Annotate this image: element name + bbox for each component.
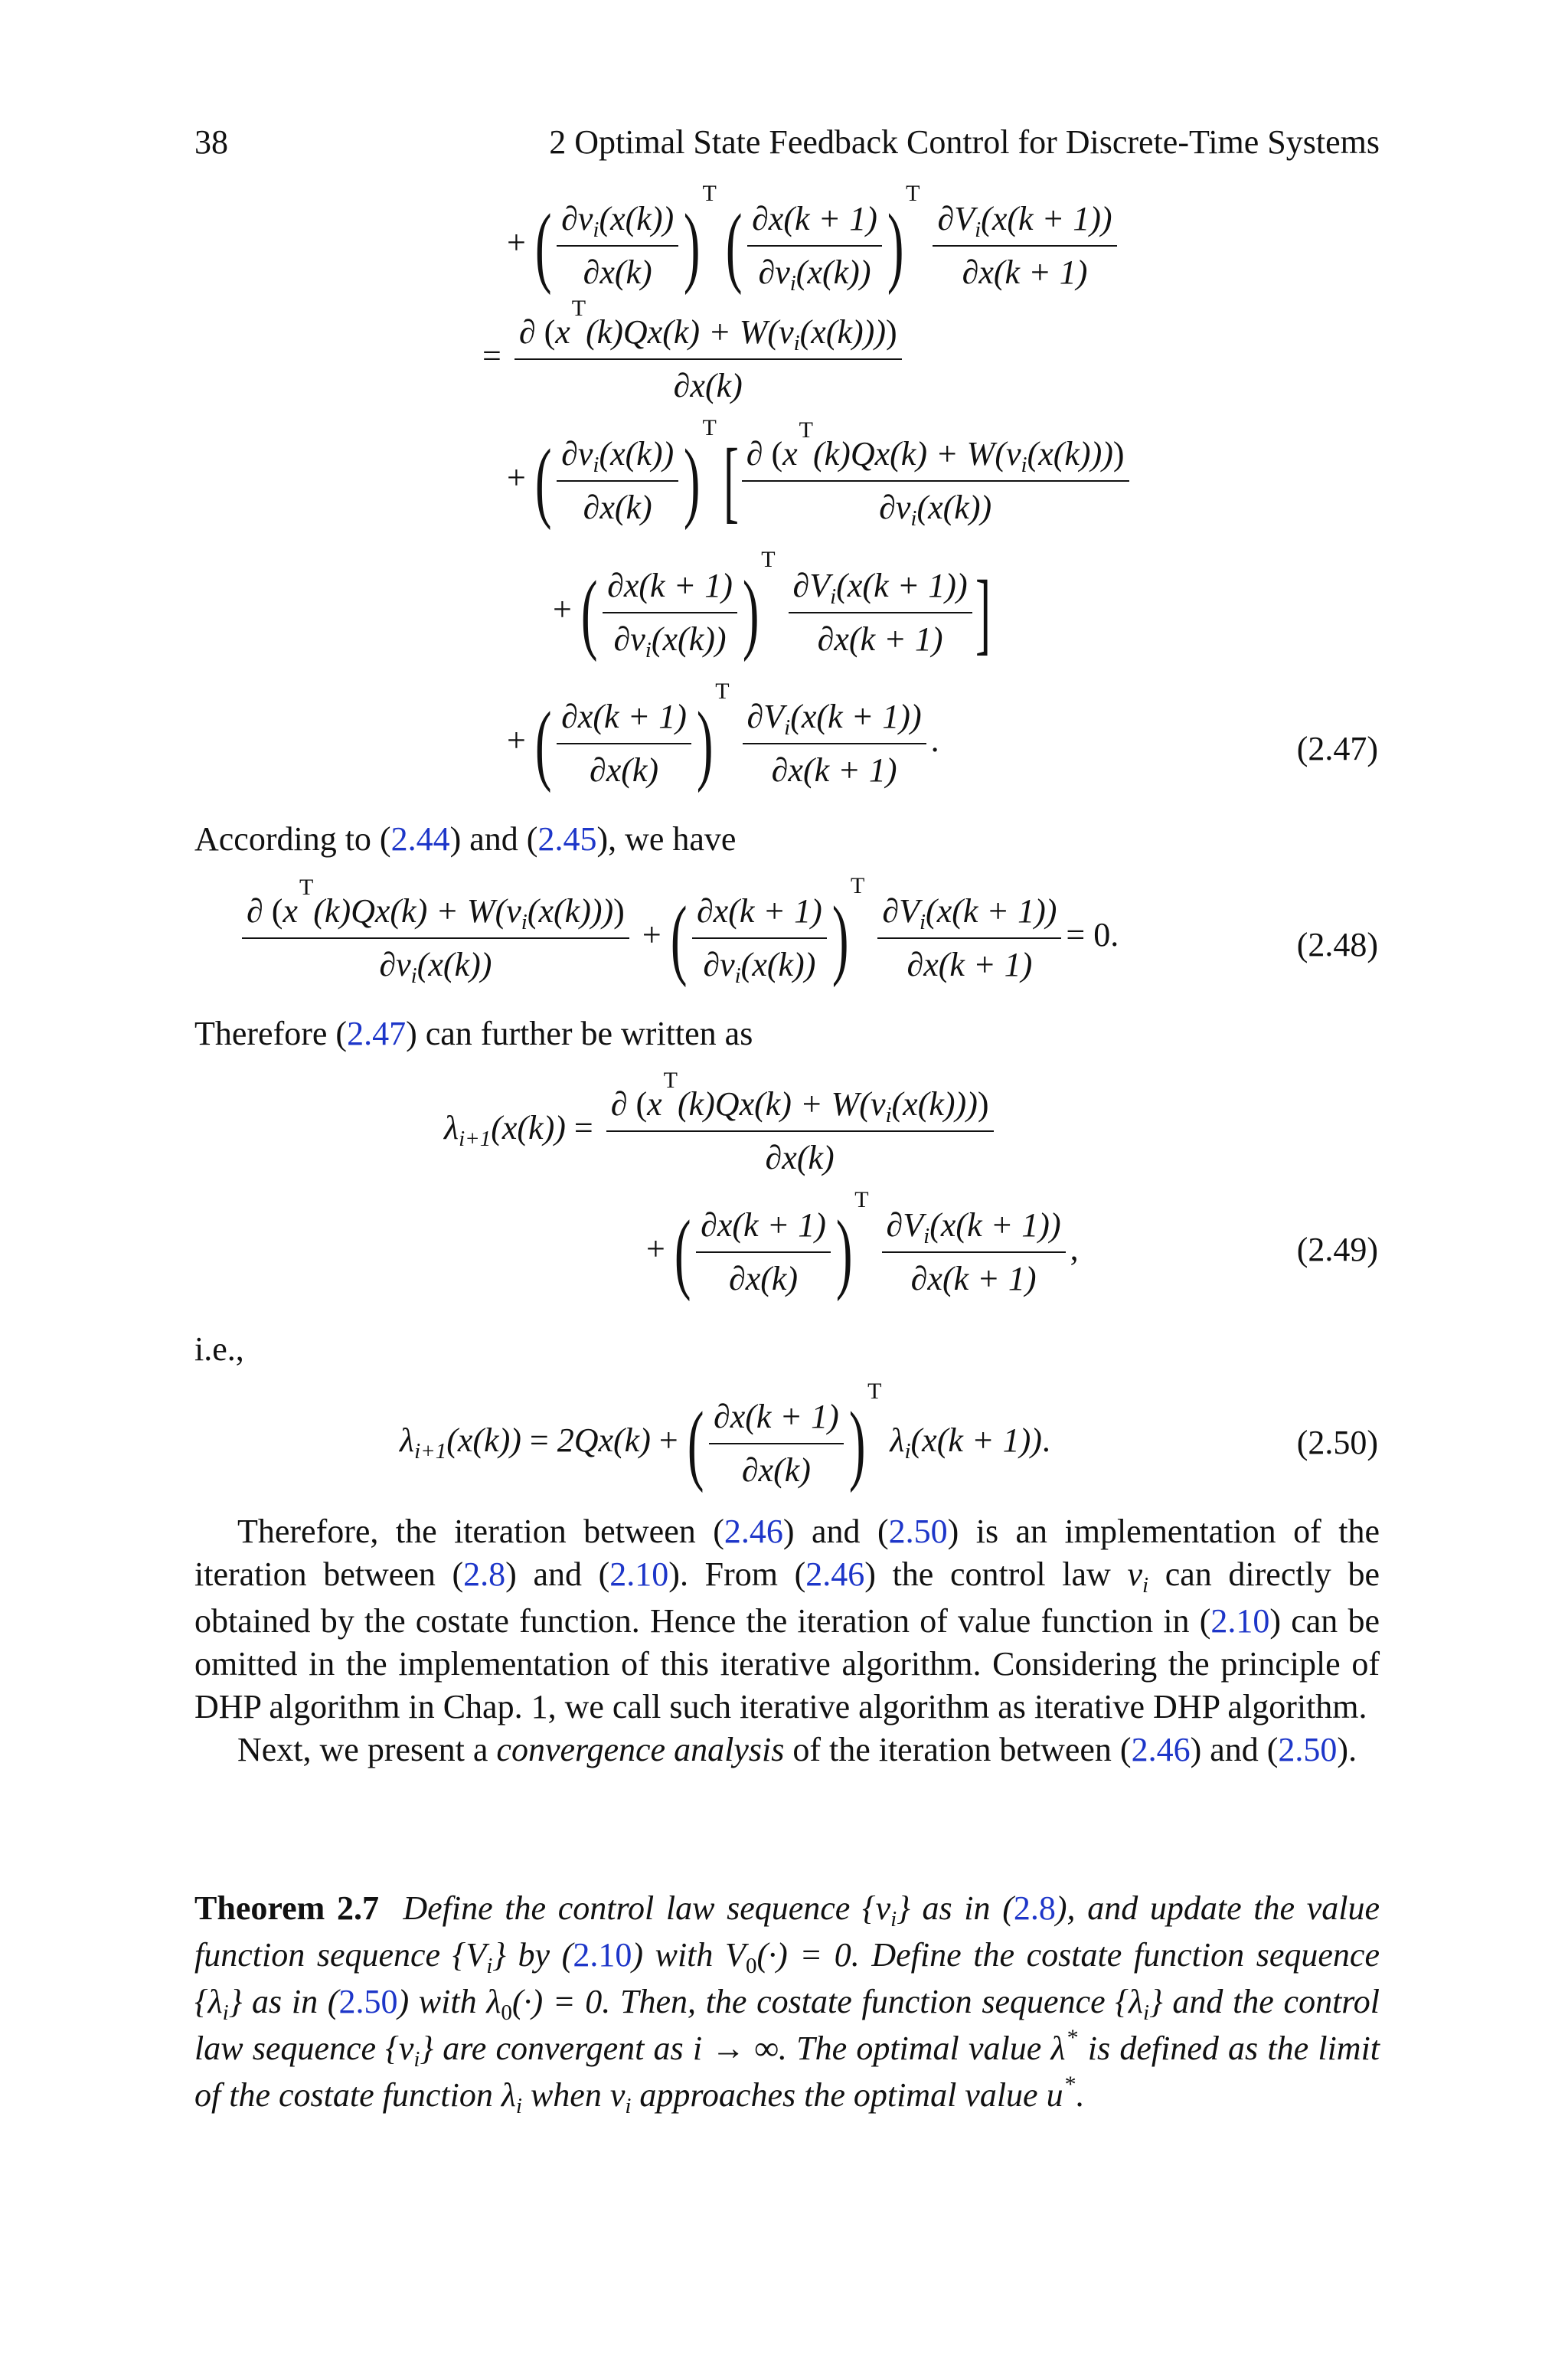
page-number: 38: [194, 123, 228, 161]
ref-2-45[interactable]: 2.45: [537, 820, 597, 858]
ref-2-47[interactable]: 2.47: [347, 1015, 407, 1052]
theorem-label: Theorem 2.7: [194, 1889, 379, 1927]
text-ie: i.e.,: [194, 1330, 244, 1368]
ref-2-50[interactable]: 2.50: [888, 1513, 948, 1550]
eq-2-47-line5: + ( $\frac{\partial x(k + 1)}{\partial x(k)}$ )$^T$ $\frac{\partial V_i(x(k + 1))}{\partial x(k + 1)}$ .: [507, 679, 939, 793]
ref-2-10-b[interactable]: 2.10: [1210, 1602, 1270, 1640]
eq-2-49-line1: $\lambda_{i+1}(x(k))$ = $\frac{\partial (x^T(k)Qx(k) + W(v_i(x(k))))}{\partial x(k)}$: [444, 1088, 998, 1175]
text-according: According to (2.44) and (2.45), we have: [194, 820, 737, 858]
theorem-2-7: Theorem 2.7 Define the control law sequence $\{v_i\}$ as in (2.8), and update the value function sequence $\{V_i\}$ by (2.10) with $V_0(\cdot) = 0$. Define the costate function sequence $\{\lambda_i\}$ as in (2.50) with $\lambda_0(\cdot) = 0$. Then, the costate function sequence $\{\lambda_i\}$ and the control law sequence $\{v_i\}$ are convergent as i → ∞. The optimal value λ* is defined as the limit of the costate function $\lambda_i$ when $v_i$ approaches the optimal value u*.: [194, 1889, 1380, 2118]
eq-2-47-line4: + ( $\frac{\partial x(k + 1)}{\partial v_i(x(k))}$ )$^T$ $\frac{\partial V_i(x(k + 1))}{\partial x(k + 1)}$ ]: [553, 547, 991, 663]
ref-2-10[interactable]: 2.10: [609, 1555, 669, 1593]
ref-2-8[interactable]: 2.8: [463, 1555, 506, 1593]
running-title: 2 Optimal State Feedback Control for Discrete-Time Systems: [549, 123, 1380, 161]
eq-2-49-line2: + ( $\frac{\partial x(k + 1)}{\partial x(k)}$ )$^T$ $\frac{\partial V_i(x(k + 1))}{\partial x(k + 1)}$ ,: [646, 1187, 1079, 1302]
eq-2-50: $\lambda_{i+1}(x(k)) = 2Qx(k)$ + ( $\frac{\partial x(k + 1)}{\partial x(k)}$ )$^T$ $\lambda_i(x(k + 1))$.: [400, 1379, 1050, 1493]
ref-2-46[interactable]: 2.46: [724, 1513, 783, 1550]
ref-2-50-b[interactable]: 2.50: [1278, 1731, 1338, 1768]
eq-number-2-48: (2.48): [1296, 926, 1378, 963]
paragraph-iteration: Therefore, the iteration between (2.46) and (2.50) is an implementation of the iteration between (2.8) and (2.10). From (2.46) the control law $v_i$ can directly be obtained by the costate function. Hence the iteration of value function in (2.10) can be omitted in the implementation of this iterative algorithm. Considering the principle of DHP algorithm in Chap. 1, we call such iterative algorithm as iterative DHP algorithm. Next, we present a convergence analysis of the iteration between (2.46) and (2.50).: [194, 1513, 1380, 1768]
ref-thm-2-50[interactable]: 2.50: [338, 1983, 398, 2020]
ref-thm-2-10[interactable]: 2.10: [573, 1936, 632, 1974]
eq-number-2-47: (2.47): [1296, 730, 1378, 767]
eq-2-48: $\frac{\partial (x^T(k)Qx(k) + W(v_i(x(k))))}{\partial v_i(x(k))}$ + ( $\frac{\partial x(k + 1)}{\partial v_i(x(k))}$ )$^T$ $\frac{\partial V_i(x(k + 1))}{\partial x(k + 1)}$ = 0.: [237, 893, 1119, 983]
ref-2-46-c[interactable]: 2.46: [1131, 1731, 1191, 1768]
eq-2-47-line2: = $\frac{\partial (x^T(k)Qx(k) + W(v_i(x(k))))}{\partial x(k)}$: [482, 316, 906, 403]
ref-thm-2-8[interactable]: 2.8: [1013, 1889, 1056, 1927]
ref-2-46-b[interactable]: 2.46: [805, 1555, 865, 1593]
eq-number-2-49: (2.49): [1296, 1231, 1378, 1268]
eq-number-2-50: (2.50): [1296, 1424, 1378, 1461]
ref-2-44[interactable]: 2.44: [390, 820, 450, 858]
text-therefore: Therefore (2.47) can further be written as: [194, 1015, 753, 1052]
eq-2-47-line1: + ( $\frac{\partial v_i(x(k))}{\partial x(k)}$ )$^T$ ( $\frac{\partial x(k + 1)}{\partial v_i(x(k))}$ )$^T$ $\frac{\partial V_i(x(k + 1))}{\partial x(k + 1)}$: [507, 201, 1122, 291]
eq-2-47-line3: + ( $\frac{\partial v_i(x(k))}{\partial x(k)}$ )$^T$ [ $\frac{\partial (x^T(k)Qx(k) + W(v_i(x(k))))}{\partial v_i(x(k))}$: [507, 435, 1134, 527]
